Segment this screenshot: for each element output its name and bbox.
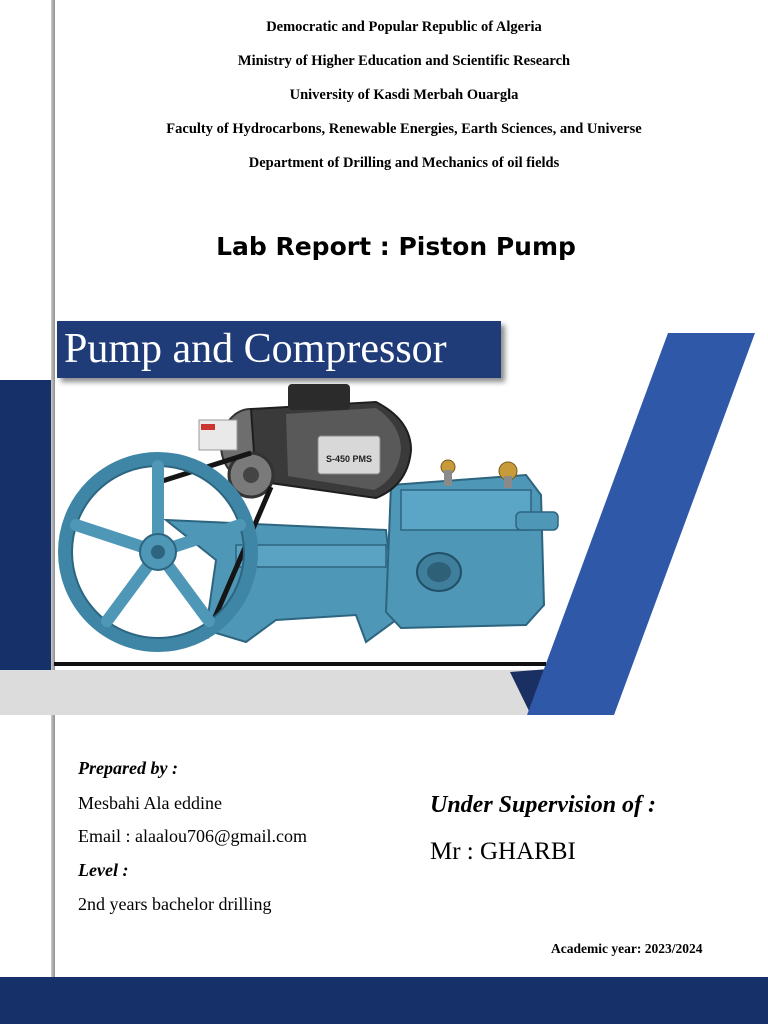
cylinder-head — [401, 490, 531, 530]
report-title: Lab Report : Piston Pump — [216, 232, 576, 261]
level-label: Level : — [78, 860, 129, 880]
banner-text: Pump and Compressor — [64, 326, 447, 372]
academic-year: Academic year: 2023/2024 — [551, 941, 703, 956]
footer-bar — [0, 977, 768, 1024]
student-name: Mesbahi Ala eddine — [78, 793, 222, 813]
motor-label-text: S-450 PMS — [325, 454, 373, 464]
piston-pump-image — [56, 380, 576, 662]
header-department: Department of Drilling and Mechanics of oil fields — [248, 155, 560, 171]
pump-frame-rail — [236, 545, 386, 567]
header-faculty: Faculty of Hydrocarbons, Renewable Energies, Earth Sciences, and Universe — [166, 121, 642, 137]
header-university: University of Kasdi Merbah Ouargla — [289, 87, 519, 103]
image-base-line — [54, 662, 546, 666]
level-value: 2nd years bachelor drilling — [78, 894, 272, 914]
header-country: Democratic and Popular Republic of Algeria — [266, 19, 542, 35]
title-banner — [57, 321, 501, 378]
student-email: Email : alaalou706@gmail.com — [78, 826, 308, 846]
outlet-pipe — [516, 512, 558, 530]
prepared-by-label: Prepared by : — [78, 758, 178, 778]
motor-junction-box — [288, 384, 350, 410]
header-ministry: Ministry of Higher Education and Scientific Research — [237, 53, 571, 69]
supervisor-name: Mr : GHARBI — [430, 838, 576, 865]
supervision-label: Under Supervision of : — [430, 792, 657, 818]
